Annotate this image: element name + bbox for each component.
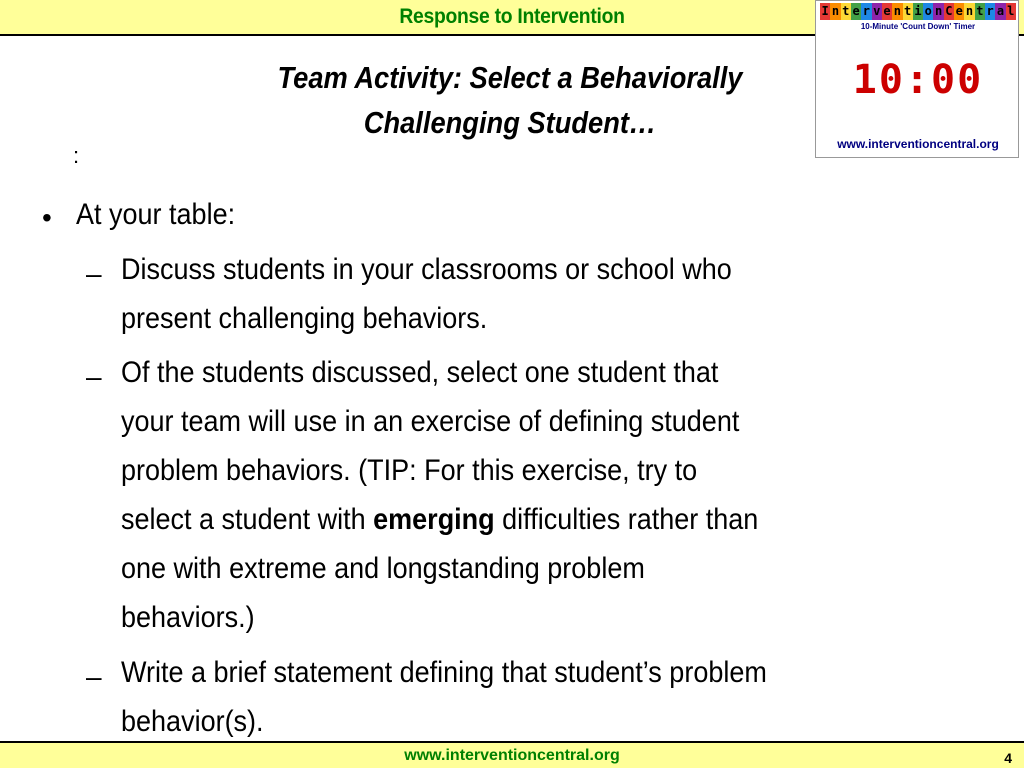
sub-item-2-line-1: Of the students discussed, select one student that (121, 356, 719, 389)
sub-item-1-line-1: Discuss students in your classrooms or school who (121, 253, 732, 286)
page-number: 4 (1004, 750, 1012, 766)
slide-title-line-1: Team Activity: Select a Behaviorally (277, 60, 743, 95)
sub-item-1-line-2: present challenging behaviors. (121, 302, 488, 335)
logo-letter: l (1007, 4, 1015, 18)
logo-letter: e (883, 4, 891, 18)
sub-item-2-line-5: one with extreme and longstanding problem (121, 552, 645, 585)
timer-display: 10:00 (852, 57, 984, 103)
logo-letter: n (934, 4, 943, 18)
dash-marker-1: – (86, 258, 102, 289)
sub-item-2-line-6: behaviors.) (121, 601, 255, 634)
sub-item-2-line-3: problem behaviors. (TIP: For this exercise, try to (121, 454, 698, 487)
footer-url: www.interventioncentral.org (404, 747, 620, 764)
logo-letter: r (986, 4, 994, 18)
logo-letter: a (996, 4, 1005, 18)
slide-title (237, 55, 783, 145)
sub-item-2-line-4-after: difficulties rather than (494, 503, 759, 536)
logo-letter: C (945, 4, 953, 18)
footer-bar (0, 741, 1024, 768)
bullet-text: At your table: (76, 198, 236, 231)
logo-letter: e (852, 4, 860, 18)
header-title: Response to Intervention (399, 5, 625, 28)
sub-item-3-line-1: Write a brief statement defining that student’s problem (121, 656, 767, 689)
logo-letter: r (862, 4, 871, 18)
logo-letter: e (955, 4, 963, 18)
countdown-timer (815, 0, 1019, 158)
logo-letter: i (914, 4, 922, 18)
logo-letter: n (965, 4, 974, 18)
bullet-marker: • (42, 202, 52, 233)
logo-letter: t (976, 4, 984, 18)
timer-url: www.interventioncentral.org (837, 137, 999, 151)
sub-item-3-line-2: behavior(s). (121, 705, 264, 738)
logo-letter: n (831, 4, 840, 18)
dash-marker-3: – (86, 661, 102, 692)
sub-item-2-line-4-before: select a student with (121, 503, 374, 536)
dash-marker-2: – (86, 361, 102, 392)
logo-letter: t (842, 4, 850, 18)
intervention-central-logo (820, 3, 1016, 20)
logo-letter: o (924, 4, 932, 18)
logo-letter: I (821, 4, 829, 18)
sub-item-2-line-2: your team will use in an exercise of defining student (121, 405, 740, 438)
logo-letter: t (904, 4, 912, 18)
sub-item-2-line-4 (121, 495, 758, 544)
logo-letter: v (873, 4, 881, 18)
slide-title-line-2: Challenging Student… (363, 105, 657, 140)
stray-colon: : (73, 143, 80, 168)
emphasis-emerging: emerging (373, 503, 495, 536)
logo-letter: n (893, 4, 901, 18)
timer-subtitle: 10-Minute 'Count Down' Timer (860, 22, 976, 31)
